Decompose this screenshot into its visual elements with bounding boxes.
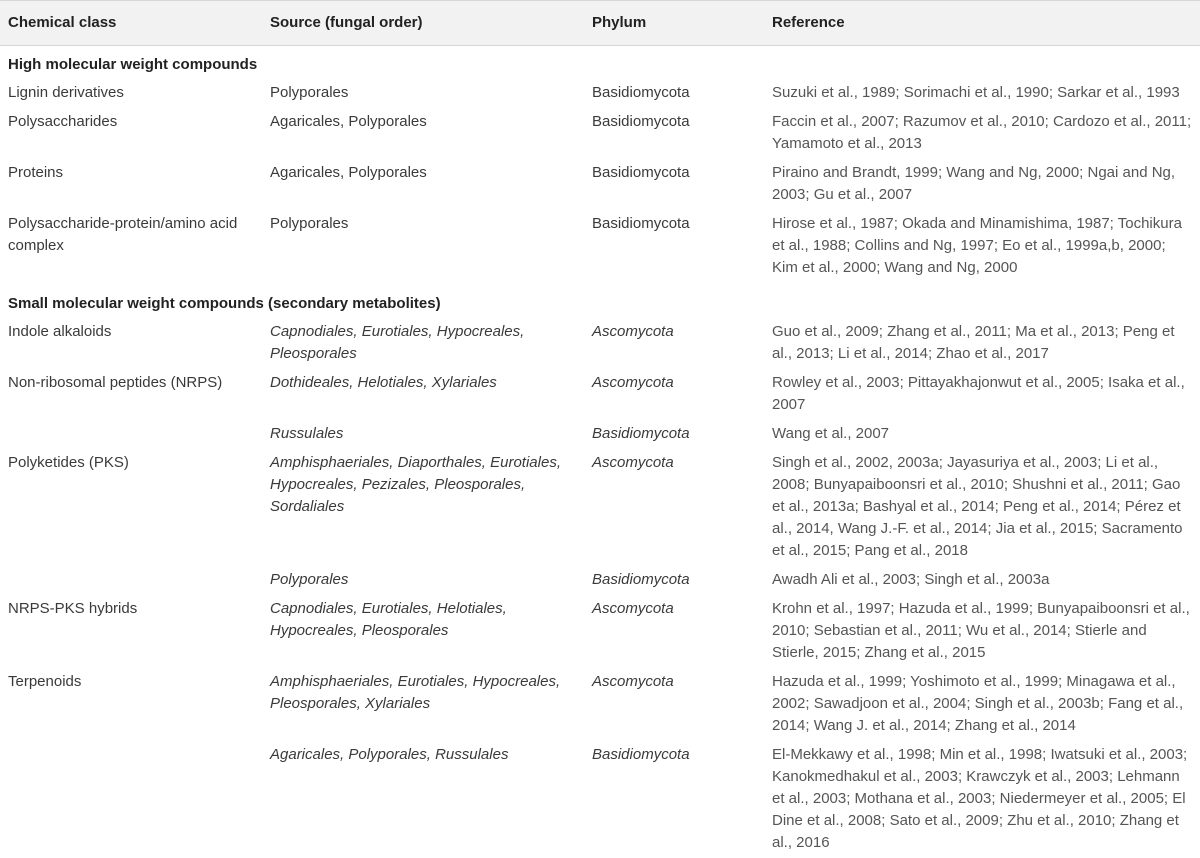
chemical-class-cell: Polysaccharides [8,113,118,130]
phylum-cell: Basidiomycota [592,746,690,763]
chemical-class-cell: Polyketides (PKS) [8,454,129,471]
reference-cell: El-Mekkawy et al., 1998; Min et al., 1998; Iwatsuki et al., 2003; Kanokmedhakul et al., 2003; Krawczyk et al., 2003; Lehmann et al., 2003; Mothana et al., 2003; Niedermeyer et al., 2005; El Dine et al., 2008; Sato et al., 2009; Zhu et al., 2010; Zhang et al., 2016 [772,746,1188,851]
table-row [0,79,1200,108]
header-reference: Reference [764,1,1200,46]
header-row [0,1,1200,46]
source-cell: Agaricales, Polyporales [270,113,427,130]
reference-cell: Awadh Ali et al., 2003; Singh et al., 2003a [772,571,1050,588]
reference-cell: Rowley et al., 2003; Pittayakhajonwut et al., 2005; Isaka et al., 2007 [772,374,1185,413]
reference-cell: Suzuki et al., 1989; Sorimachi et al., 1990; Sarkar et al., 1993 [772,84,1180,101]
source-cell: Amphisphaeriales, Eurotiales, Hypocreales, Pleosporales, Xylariales [270,673,561,712]
chemical-class-cell [0,566,262,595]
reference-cell: Guo et al., 2009; Zhang et al., 2011; Ma et al., 2013; Peng et al., 2013; Li et al., 2014; Zhao et al., 2017 [772,323,1175,362]
source-cell: Agaricales, Polyporales [270,164,427,181]
table-row [0,318,1200,369]
source-cell: Polyporales [270,84,349,101]
table-row [0,566,1200,595]
source-cell: Agaricales, Polyporales, Russulales [270,746,509,763]
reference-cell: Krohn et al., 1997; Hazuda et al., 1999; Bunyapaiboonsri et al., 2010; Sebastian et al., 2011; Wu et al., 2014; Stierle and Stierle, 2015; Zhang et al., 2015 [772,600,1190,661]
reference-cell: Faccin et al., 2007; Razumov et al., 2010; Cardozo et al., 2011; Yamamoto et al., 2013 [772,113,1192,152]
group-row [0,46,1200,80]
source-cell: Capnodiales, Eurotiales, Helotiales, Hypocreales, Pleosporales [270,600,507,639]
source-cell: Polyporales [270,215,349,232]
chemical-class-cell [0,420,262,449]
chemical-class-cell: Terpenoids [8,673,82,690]
table-row [0,108,1200,159]
chemical-class-cell: Polysaccharide-protein/amino acid complex [8,215,238,254]
phylum-cell: Basidiomycota [592,571,690,588]
reference-cell: Singh et al., 2002, 2003a; Jayasuriya et al., 2003; Li et al., 2008; Bunyapaiboonsri et al., 2010; Shushni et al., 2011; Gao et al., 2013a; Bashyal et al., 2014; Peng et al., 2014; Pérez et al., 2014, Wang J.-F. et al., 2014; Jia et al., 2015; Sacramento et al., 2015; Pang et al., 2018 [772,454,1183,559]
source-cell: Russulales [270,425,344,442]
phylum-cell: Ascomycota [592,454,674,471]
chemical-class-cell: Proteins [8,164,64,181]
source-cell: Amphisphaeriales, Diaporthales, Eurotiales, Hypocreales, Pezizales, Pleosporales, Sordaliales [270,454,561,515]
phylum-cell: Basidiomycota [592,84,690,101]
table-row [0,159,1200,210]
phylum-cell: Basidiomycota [592,113,690,130]
table-row [0,210,1200,283]
phylum-cell: Ascomycota [592,673,674,690]
chemical-class-cell [0,741,262,858]
source-cell: Capnodiales, Eurotiales, Hypocreales, Pleosporales [270,323,525,362]
phylum-cell: Basidiomycota [592,164,690,181]
table-row [0,420,1200,449]
table-row [0,369,1200,420]
reference-cell: Wang et al., 2007 [772,425,890,442]
group-title: Small molecular weight compounds (secondary metabolites) [8,295,441,312]
reference-cell: Hirose et al., 1987; Okada and Minamishima, 1987; Tochikura et al., 1988; Collins and Ng, 1997; Eo et al., 1999a,b, 2000; Kim et al., 2000; Wang and Ng, 2000 [772,215,1182,276]
table-row [0,595,1200,668]
group-title: High molecular weight compounds [8,56,258,73]
phylum-cell: Ascomycota [592,600,674,617]
chemical-class-cell: Indole alkaloids [8,323,112,340]
phylum-cell: Ascomycota [592,374,674,391]
header-chemical-class: Chemical class [0,1,262,46]
chemical-class-cell: Non-ribosomal peptides (NRPS) [8,374,223,391]
chemical-class-cell: Lignin derivatives [8,84,124,101]
source-cell: Dothideales, Helotiales, Xylariales [270,374,497,391]
phylum-cell: Basidiomycota [592,215,690,232]
reference-cell: Hazuda et al., 1999; Yoshimoto et al., 1999; Minagawa et al., 2002; Sawadjoon et al., 2004; Singh et al., 2003b; Fang et al., 2014; Wang J. et al., 2014; Zhang et al., 2014 [772,673,1184,734]
phylum-cell: Ascomycota [592,323,674,340]
reference-cell: Piraino and Brandt, 1999; Wang and Ng, 2000; Ngai and Ng, 2003; Gu et al., 2007 [772,164,1176,203]
phylum-cell: Basidiomycota [592,425,690,442]
table-row [0,668,1200,741]
table-row [0,449,1200,566]
header-phylum: Phylum [584,1,764,46]
header-source: Source (fungal order) [262,1,584,46]
source-cell: Polyporales [270,571,349,588]
group-row [0,283,1200,318]
chemical-class-cell: NRPS-PKS hybrids [8,600,138,617]
table-row [0,741,1200,858]
